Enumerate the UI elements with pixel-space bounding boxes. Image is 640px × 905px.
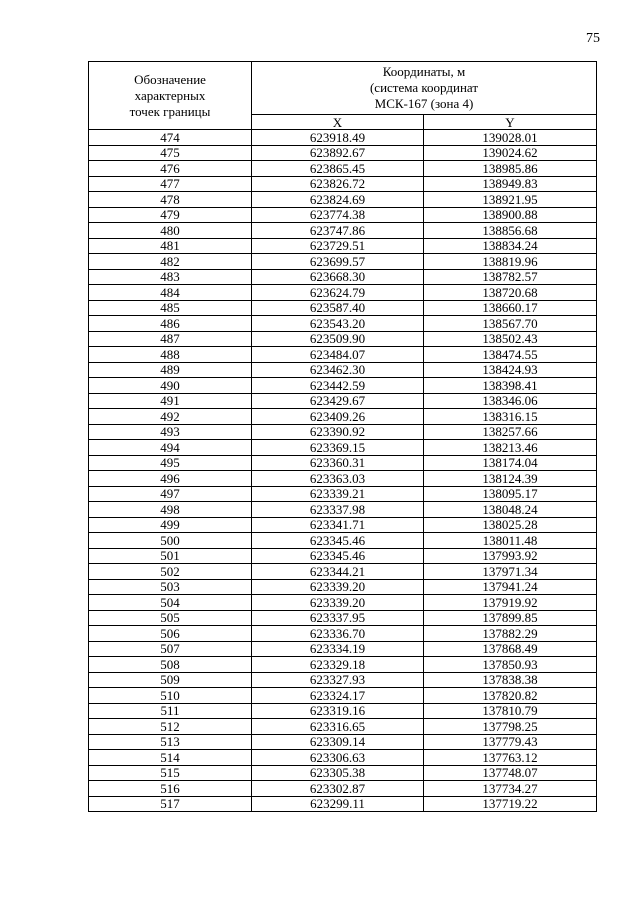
y-coordinate-cell: 138213.46 — [424, 440, 597, 456]
table-row — [89, 517, 597, 533]
point-id-cell: 481 — [89, 238, 252, 254]
table-row — [89, 331, 597, 347]
table-row — [89, 192, 597, 208]
table-row — [89, 207, 597, 223]
y-coordinate-cell: 138856.68 — [424, 223, 597, 239]
x-coordinate-cell: 623918.49 — [252, 130, 424, 146]
x-coordinate-cell: 623337.95 — [252, 610, 424, 626]
point-id-cell: 510 — [89, 688, 252, 704]
point-id-cell: 508 — [89, 657, 252, 673]
table-row — [89, 238, 597, 254]
point-label-line: Обозначение — [134, 71, 206, 87]
table-row — [89, 765, 597, 781]
coordinates-label-line: Координаты, м — [382, 64, 466, 79]
x-coordinate-cell: 623826.72 — [252, 176, 424, 192]
table-row — [89, 750, 597, 766]
y-coordinate-cell: 137993.92 — [424, 548, 597, 564]
y-coordinate-cell: 139028.01 — [424, 130, 597, 146]
table-row — [89, 548, 597, 564]
x-coordinate-cell: 623309.14 — [252, 734, 424, 750]
y-coordinate-cell: 137748.07 — [424, 765, 597, 781]
table-row — [89, 595, 597, 611]
coordinates-label-line: МСК-167 (зона 4) — [374, 96, 474, 111]
x-coordinate-cell: 623341.71 — [252, 517, 424, 533]
y-coordinate-cell: 138398.41 — [424, 378, 597, 394]
point-id-cell: 488 — [89, 347, 252, 363]
table-row — [89, 703, 597, 719]
table-row — [89, 145, 597, 161]
y-coordinate-cell: 138346.06 — [424, 393, 597, 409]
point-id-cell: 509 — [89, 672, 252, 688]
x-coordinate-cell: 623747.86 — [252, 223, 424, 239]
table-header — [89, 62, 597, 130]
y-coordinate-cell: 138502.43 — [424, 331, 597, 347]
point-id-cell: 486 — [89, 316, 252, 332]
x-coordinate-cell: 623316.65 — [252, 719, 424, 735]
point-id-cell: 513 — [89, 734, 252, 750]
point-id-cell: 497 — [89, 486, 252, 502]
x-coordinate-cell: 623429.67 — [252, 393, 424, 409]
point-id-cell: 475 — [89, 145, 252, 161]
point-id-cell: 494 — [89, 440, 252, 456]
page-number: 75 — [586, 31, 600, 46]
point-id-cell: 492 — [89, 409, 252, 425]
y-coordinate-cell: 138424.93 — [424, 362, 597, 378]
x-coordinate-cell: 623369.15 — [252, 440, 424, 456]
point-id-cell: 503 — [89, 579, 252, 595]
y-coordinate-cell: 137899.85 — [424, 610, 597, 626]
x-coordinate-cell: 623302.87 — [252, 781, 424, 797]
x-coordinate-cell: 623319.16 — [252, 703, 424, 719]
y-coordinate-cell: 138011.48 — [424, 533, 597, 549]
x-coordinate-cell: 623865.45 — [252, 161, 424, 177]
x-coordinate-cell: 623337.98 — [252, 502, 424, 518]
table-row — [89, 734, 597, 750]
table-row — [89, 285, 597, 301]
y-coordinate-cell: 138567.70 — [424, 316, 597, 332]
table-row — [89, 362, 597, 378]
y-coordinate-cell: 138921.95 — [424, 192, 597, 208]
x-column-header: X — [252, 115, 424, 130]
point-id-cell: 504 — [89, 595, 252, 611]
x-coordinate-cell: 623324.17 — [252, 688, 424, 704]
x-coordinate-cell: 623892.67 — [252, 145, 424, 161]
table-row — [89, 316, 597, 332]
point-id-cell: 502 — [89, 564, 252, 580]
table-row — [89, 347, 597, 363]
table-row — [89, 378, 597, 394]
table-row — [89, 533, 597, 549]
table-row — [89, 781, 597, 797]
y-coordinate-cell: 137719.22 — [424, 796, 597, 812]
table-body — [89, 130, 597, 812]
table-row — [89, 269, 597, 285]
point-id-cell: 496 — [89, 471, 252, 487]
point-id-cell: 489 — [89, 362, 252, 378]
x-coordinate-cell: 623299.11 — [252, 796, 424, 812]
point-id-cell: 480 — [89, 223, 252, 239]
header-row-main — [89, 62, 597, 115]
x-coordinate-cell: 623306.63 — [252, 750, 424, 766]
x-coordinate-cell: 623360.31 — [252, 455, 424, 471]
point-id-cell: 507 — [89, 641, 252, 657]
x-coordinate-cell: 623409.26 — [252, 409, 424, 425]
x-coordinate-cell: 623442.59 — [252, 378, 424, 394]
y-coordinate-cell: 138257.66 — [424, 424, 597, 440]
table-row — [89, 564, 597, 580]
x-coordinate-cell: 623774.38 — [252, 207, 424, 223]
x-coordinate-cell: 623344.21 — [252, 564, 424, 580]
x-coordinate-cell: 623543.20 — [252, 316, 424, 332]
y-coordinate-cell: 137838.38 — [424, 672, 597, 688]
table-row — [89, 130, 597, 146]
x-coordinate-cell: 623345.46 — [252, 548, 424, 564]
point-label-header — [89, 62, 252, 130]
y-coordinate-cell: 138095.17 — [424, 486, 597, 502]
x-coordinate-cell: 623329.18 — [252, 657, 424, 673]
x-coordinate-cell: 623462.30 — [252, 362, 424, 378]
point-id-cell: 484 — [89, 285, 252, 301]
point-label-line: точек границы — [129, 103, 211, 119]
table-row — [89, 610, 597, 626]
y-coordinate-cell: 138949.83 — [424, 176, 597, 192]
table-row — [89, 796, 597, 812]
point-id-cell: 505 — [89, 610, 252, 626]
y-coordinate-cell: 138660.17 — [424, 300, 597, 316]
coordinates-table — [88, 61, 597, 812]
y-column-header: Y — [424, 115, 597, 130]
x-coordinate-cell: 623390.92 — [252, 424, 424, 440]
table-row — [89, 471, 597, 487]
x-coordinate-cell: 623699.57 — [252, 254, 424, 270]
y-coordinate-cell: 137779.43 — [424, 734, 597, 750]
y-coordinate-cell: 137941.24 — [424, 579, 597, 595]
table-row — [89, 176, 597, 192]
table-row — [89, 641, 597, 657]
point-id-cell: 482 — [89, 254, 252, 270]
x-coordinate-cell: 623484.07 — [252, 347, 424, 363]
table-row — [89, 672, 597, 688]
table-row — [89, 486, 597, 502]
coordinates-header — [252, 62, 597, 115]
x-coordinate-cell: 623668.30 — [252, 269, 424, 285]
y-coordinate-cell: 138782.57 — [424, 269, 597, 285]
x-coordinate-cell: 623327.93 — [252, 672, 424, 688]
y-coordinate-cell: 137820.82 — [424, 688, 597, 704]
y-coordinate-cell: 138474.55 — [424, 347, 597, 363]
point-id-cell: 479 — [89, 207, 252, 223]
table-row — [89, 688, 597, 704]
x-coordinate-cell: 623624.79 — [252, 285, 424, 301]
table-row — [89, 161, 597, 177]
y-coordinate-cell: 138124.39 — [424, 471, 597, 487]
point-id-cell: 514 — [89, 750, 252, 766]
table-row — [89, 455, 597, 471]
table-row — [89, 440, 597, 456]
point-id-cell: 493 — [89, 424, 252, 440]
point-id-cell: 476 — [89, 161, 252, 177]
x-coordinate-cell: 623334.19 — [252, 641, 424, 657]
point-id-cell: 515 — [89, 765, 252, 781]
y-coordinate-cell: 137882.29 — [424, 626, 597, 642]
y-coordinate-cell: 137971.34 — [424, 564, 597, 580]
y-coordinate-cell: 138834.24 — [424, 238, 597, 254]
point-id-cell: 474 — [89, 130, 252, 146]
y-coordinate-cell: 137868.49 — [424, 641, 597, 657]
table-row — [89, 300, 597, 316]
y-coordinate-cell: 138174.04 — [424, 455, 597, 471]
point-id-cell: 511 — [89, 703, 252, 719]
point-id-cell: 501 — [89, 548, 252, 564]
x-coordinate-cell: 623509.90 — [252, 331, 424, 347]
y-coordinate-cell: 137919.92 — [424, 595, 597, 611]
point-id-cell: 512 — [89, 719, 252, 735]
y-coordinate-cell: 138819.96 — [424, 254, 597, 270]
y-coordinate-cell: 138025.28 — [424, 517, 597, 533]
x-coordinate-cell: 623336.70 — [252, 626, 424, 642]
y-coordinate-cell: 137763.12 — [424, 750, 597, 766]
point-id-cell: 506 — [89, 626, 252, 642]
table-row — [89, 409, 597, 425]
table-row — [89, 502, 597, 518]
point-id-cell: 498 — [89, 502, 252, 518]
point-id-cell: 477 — [89, 176, 252, 192]
point-label-line: характерных — [134, 87, 206, 103]
point-id-cell: 483 — [89, 269, 252, 285]
table-row — [89, 223, 597, 239]
y-coordinate-cell: 139024.62 — [424, 145, 597, 161]
y-coordinate-cell: 138316.15 — [424, 409, 597, 425]
point-id-cell: 516 — [89, 781, 252, 797]
x-coordinate-cell: 623729.51 — [252, 238, 424, 254]
y-coordinate-cell: 137810.79 — [424, 703, 597, 719]
x-coordinate-cell: 623345.46 — [252, 533, 424, 549]
x-coordinate-cell: 623305.38 — [252, 765, 424, 781]
y-coordinate-cell: 137734.27 — [424, 781, 597, 797]
y-coordinate-cell: 137798.25 — [424, 719, 597, 735]
x-coordinate-cell: 623824.69 — [252, 192, 424, 208]
table-row — [89, 657, 597, 673]
point-id-cell: 499 — [89, 517, 252, 533]
coordinates-label-line: (система координат — [369, 80, 479, 95]
table-row — [89, 393, 597, 409]
point-id-cell: 490 — [89, 378, 252, 394]
point-id-cell: 500 — [89, 533, 252, 549]
point-id-cell: 487 — [89, 331, 252, 347]
table-row — [89, 626, 597, 642]
y-coordinate-cell: 137850.93 — [424, 657, 597, 673]
y-coordinate-cell: 138720.68 — [424, 285, 597, 301]
point-id-cell: 495 — [89, 455, 252, 471]
point-id-cell: 485 — [89, 300, 252, 316]
x-coordinate-cell: 623339.20 — [252, 595, 424, 611]
point-id-cell: 478 — [89, 192, 252, 208]
x-coordinate-cell: 623587.40 — [252, 300, 424, 316]
x-coordinate-cell: 623363.03 — [252, 471, 424, 487]
y-coordinate-cell: 138985.86 — [424, 161, 597, 177]
y-coordinate-cell: 138900.88 — [424, 207, 597, 223]
x-coordinate-cell: 623339.21 — [252, 486, 424, 502]
table-row — [89, 579, 597, 595]
y-coordinate-cell: 138048.24 — [424, 502, 597, 518]
point-id-cell: 491 — [89, 393, 252, 409]
table-row — [89, 254, 597, 270]
point-id-cell: 517 — [89, 796, 252, 812]
table-row — [89, 719, 597, 735]
table-row — [89, 424, 597, 440]
x-coordinate-cell: 623339.20 — [252, 579, 424, 595]
